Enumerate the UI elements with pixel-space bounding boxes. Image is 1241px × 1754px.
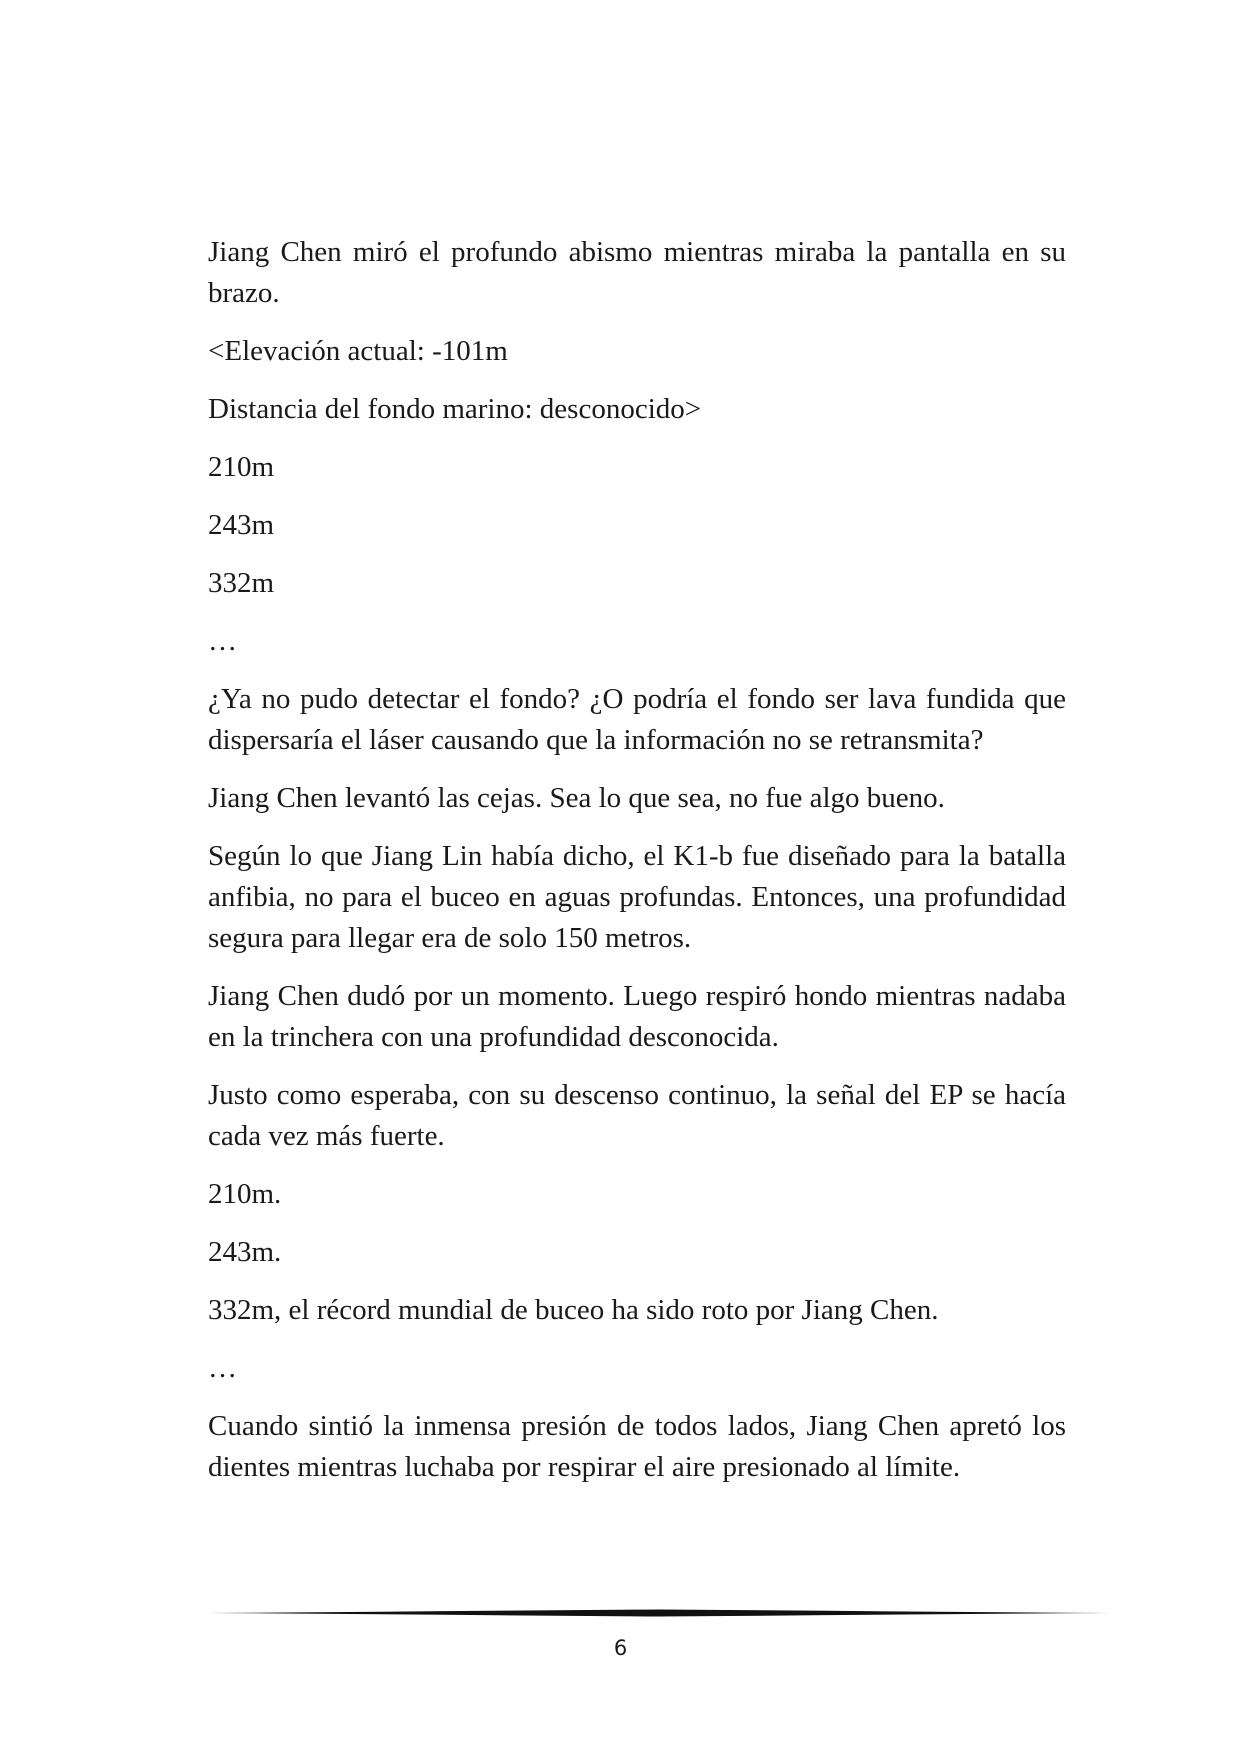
paragraph: Justo como esperaba, con su descenso continuo, la señal del EP se hacía cada vez más fuerte. [208, 1079, 1066, 1152]
page-body [208, 232, 1066, 1505]
paragraph: Distancia del fondo marino: desconocido> [208, 393, 702, 425]
paragraph: 332m, el récord mundial de buceo ha sido roto por Jiang Chen. [208, 1294, 939, 1326]
paragraph: 243m [208, 509, 275, 541]
paragraph: Según lo que Jiang Lin había dicho, el K1-b fue diseñado para la batalla anfibia, no para el buceo en aguas profundas. Entonces, una profundidad segura para llegar era de solo 150 metros. [208, 840, 1066, 954]
paragraph: 210m. [208, 1178, 282, 1210]
footer-divider [208, 1606, 1110, 1620]
paragraph: 332m [208, 567, 275, 599]
paragraph: … [208, 625, 237, 657]
paragraph: Jiang Chen levantó las cejas. Sea lo que sea, no fue algo bueno. [208, 782, 945, 814]
paragraph: Cuando sintió la inmensa presión de todos lados, Jiang Chen apretó los dientes mientras luchaba por respirar el aire presionado al límite. [208, 1410, 1066, 1483]
page-number: 6 [613, 1636, 628, 1660]
paragraph: Jiang Chen miró el profundo abismo mientras miraba la pantalla en su brazo. [208, 236, 1066, 309]
paragraph: ¿Ya no pudo detectar el fondo? ¿O podría el fondo ser lava fundida que dispersaría el láser causando que la información no se retransmita? [208, 683, 1066, 756]
paragraph: … [208, 1352, 237, 1384]
paragraph: <Elevación actual: -101m [208, 335, 508, 367]
paragraph: 210m [208, 451, 275, 483]
paragraph: Jiang Chen dudó por un momento. Luego respiró hondo mientras nadaba en la trinchera con una profundidad desconocida. [208, 980, 1066, 1053]
paragraph: 243m. [208, 1236, 282, 1268]
